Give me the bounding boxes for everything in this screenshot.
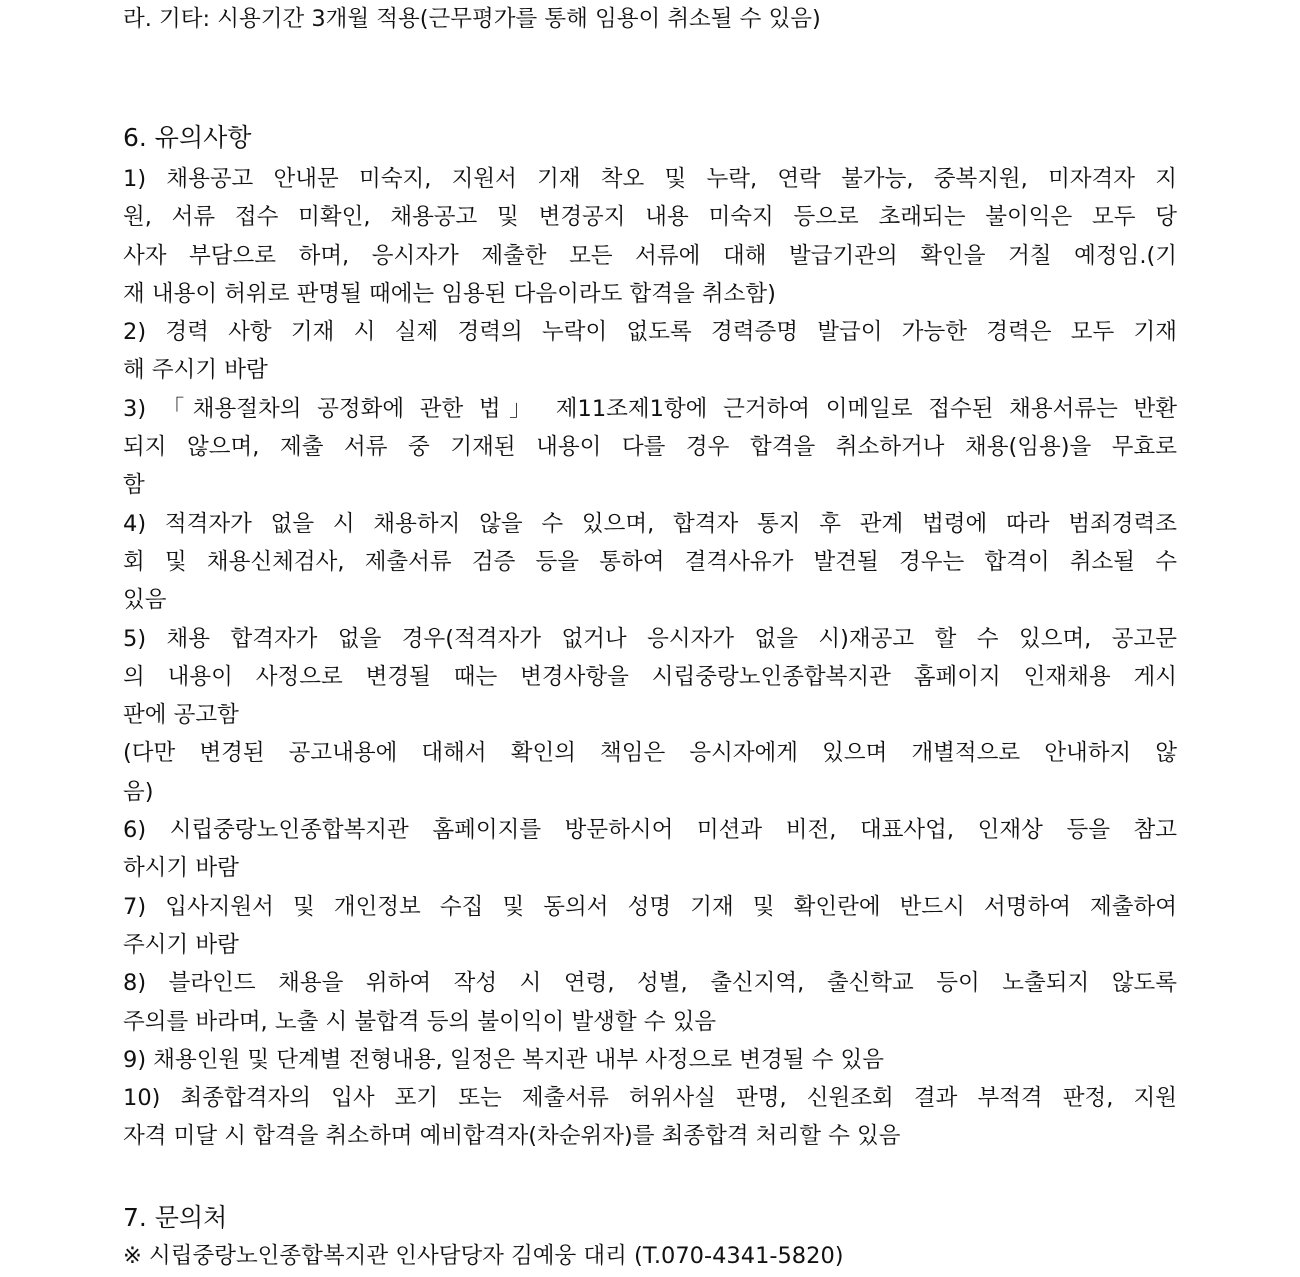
- notice-line: 2) 경력 사항 기재 시 실제 경력의 누락이 없도록 경력증명 발급이 가능한 경력은 모두 기재: [123, 319, 1177, 346]
- section-6-body: [123, 160, 1177, 1156]
- notice-line: 주의를 바라며, 노출 시 불합격 등의 불이익이 발생할 수 있음: [123, 1008, 717, 1035]
- notice-line: (다만 변경된 공고내용에 대해서 확인의 책임은 응시자에게 있으며 개별적으로 안내하지 않: [123, 740, 1177, 767]
- notice-line: 있음: [123, 587, 167, 614]
- notice-line: 8) 블라인드 채용을 위하여 작성 시 연령, 성별, 출신지역, 출신학교 등이 노출되지 않도록: [123, 970, 1177, 997]
- notice-line: 6) 시립중랑노인종합복지관 홈페이지를 방문하시어 미션과 비전, 대표사업, 인재상 등을 참고: [123, 817, 1177, 844]
- notice-line: 판에 공고함: [123, 702, 239, 729]
- notice-line: 주시기 바람: [123, 931, 239, 958]
- notice-line: 되지 않으며, 제출 서류 중 기재된 내용이 다를 경우 합격을 취소하거나 채용(임용)을 무효로: [123, 434, 1177, 461]
- notice-line: 음): [123, 778, 154, 805]
- notice-line: 자격 미달 시 합격을 취소하며 예비합격자(차순위자)를 최종합격 처리할 수 있음: [123, 1123, 901, 1150]
- notice-line: 10) 최종합격자의 입사 포기 또는 제출서류 허위사실 판명, 신원조회 결과 부적격 판정, 지원: [123, 1085, 1177, 1112]
- section-7-heading: 7. 문의처: [123, 1203, 228, 1232]
- notice-line: 재 내용이 허위로 판명될 때에는 임용된 다음이라도 합격을 취소함): [123, 280, 776, 307]
- notice-line: 7) 입사지원서 및 개인정보 수집 및 동의서 성명 기재 및 확인란에 반드시 서명하여 제출하여: [123, 893, 1177, 920]
- notice-line: 회 및 채용신체검사, 제출서류 검증 등을 통하여 결격사유가 발견될 경우는 합격이 취소될 수: [123, 548, 1177, 575]
- notice-line: 하시기 바람: [123, 855, 239, 882]
- notice-line: 함: [123, 472, 145, 499]
- notice-line: 사자 부담으로 하며, 응시자가 제출한 모든 서류에 대해 발급기관의 확인을 거칠 예정임.(기: [123, 242, 1177, 269]
- notice-line: 4) 적격자가 없을 시 채용하지 않을 수 있으며, 합격자 통지 후 관계 법령에 따라 범죄경력조: [123, 510, 1177, 537]
- notice-line: 원, 서류 접수 미확인, 채용공고 및 변경공지 내용 미숙지 등으로 초래되는 불이익은 모두 당: [123, 204, 1177, 231]
- intro-other-text: 라. 기타: 시용기간 3개월 적용(근무평가를 통해 임용이 취소될 수 있음): [123, 6, 821, 32]
- notice-line: 해 주시기 바람: [123, 357, 268, 384]
- notice-line: 3) 「채용절차의 공정화에 관한 법」 제11조제1항에 근거하여 이메일로 접수된 채용서류는 반환: [123, 395, 1177, 422]
- notice-line: 5) 채용 합격자가 없을 경우(적격자가 없거나 응시자가 없을 시)재공고 할 수 있으며, 공고문: [123, 625, 1177, 652]
- notice-line: 9) 채용인원 및 단계별 전형내용, 일정은 복지관 내부 사정으로 변경될 수 있음: [123, 1046, 884, 1073]
- notice-line: 의 내용이 사정으로 변경될 때는 변경사항을 시립중랑노인종합복지관 홈페이지 인재채용 게시: [123, 663, 1177, 690]
- notice-line: 1) 채용공고 안내문 미숙지, 지원서 기재 착오 및 누락, 연락 불가능, 중복지원, 미자격자 지: [123, 166, 1177, 192]
- section-6-heading: 6. 유의사항: [123, 123, 252, 152]
- contact-info: ※ 시립중랑노인종합복지관 인사담당자 김예웅 대리 (T.070-4341-5820): [123, 1243, 844, 1269]
